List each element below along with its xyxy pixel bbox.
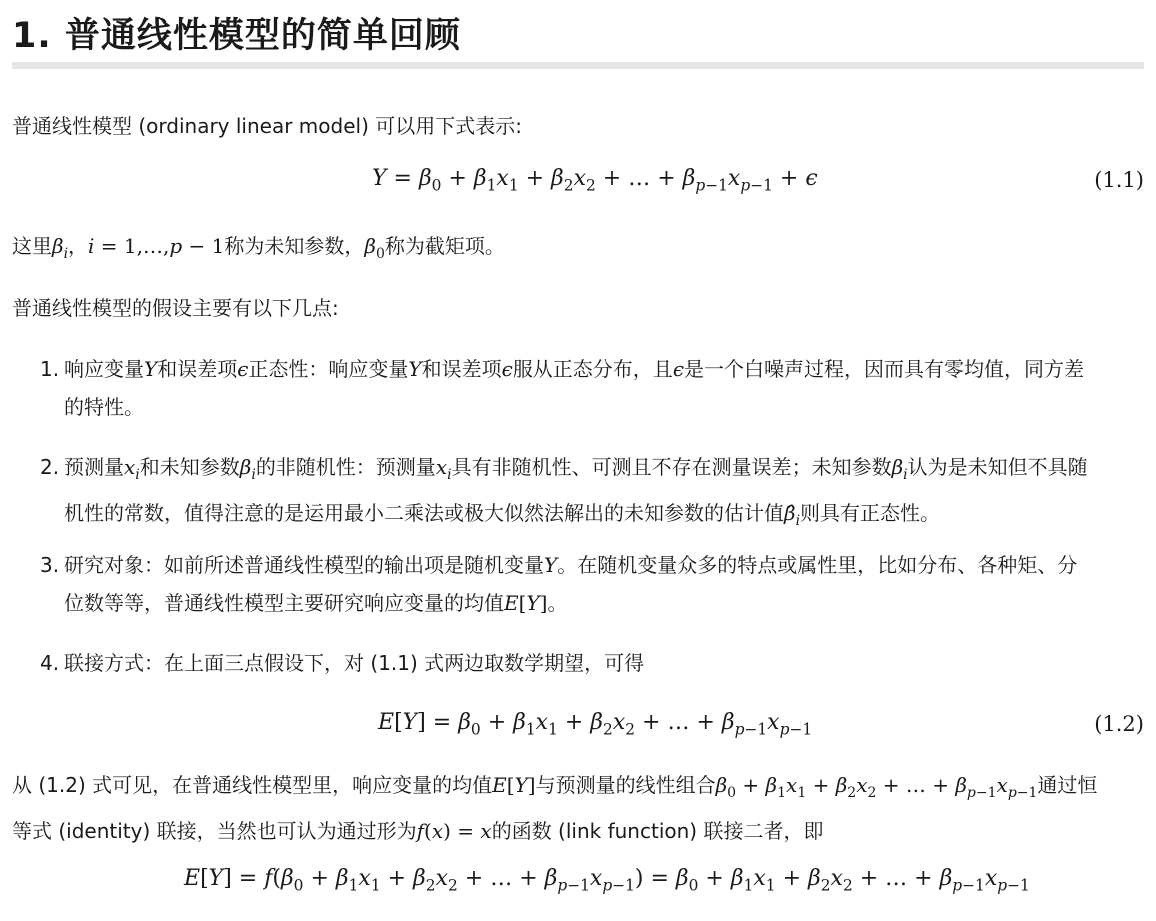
item-text: 正态性：响应变量 [248, 357, 409, 381]
item-text: 联接方式：在上面三点假设下，对 (1.1) 式两边取数学期望，可得 [64, 651, 645, 675]
assumptions-intro: 普通线性模型的假设主要有以下几点: [12, 296, 339, 320]
params-text-pre: 这里 [12, 234, 52, 258]
item-text: 响应变量 [64, 357, 144, 381]
item-text: 和误差项 [421, 357, 502, 381]
equation-number-1-1: (1.1) [1094, 168, 1144, 192]
heading-divider [12, 62, 1144, 69]
item-text: 。 [547, 591, 568, 615]
list-number: 4. [40, 651, 60, 675]
intro-paragraph: 普通线性模型 (ordinary linear model) 可以用下式表示: [12, 114, 522, 138]
item-text: 研究对象：如前所述普通线性模型的输出项是随机变量 [64, 553, 544, 577]
conclusion-text: 等式 (identity) 联接，当然也可认为通过形为 [12, 819, 417, 843]
conclusion-text: 的函数 (link function) 联接二者，即 [491, 819, 824, 843]
item-text: 。在随机变量众多的特点或属性里，比如分布、各种矩、分 [557, 553, 1078, 577]
item-text: 是一个白噪声过程，因而具有零均值，同方差 [684, 357, 1085, 381]
conclusion-text: 与预测量的线性组合 [535, 773, 716, 797]
item-text: 机性的常数，值得注意的是运用最小二乘法或极大似然法解出的未知参数的估计值 [64, 501, 784, 525]
equation-1-3: $E[Y] = f(\beta_0 + \beta_1x_1 + \beta_2x_2$ + … + $\beta_{p-1}x_{p-1}) = \beta_0 + \beta_1x_1 + \beta_2x_2$ + … + $\beta_{p-1}x_{p-1}$ [184, 866, 1030, 895]
item-text: 则具有正态性。 [800, 501, 941, 525]
item-text: 的特性。 [64, 395, 144, 419]
conclusion-text: 通过恒 [1037, 773, 1098, 797]
item-text: 服从正态分布，且 [512, 357, 673, 381]
item-text: 具有非随机性、可测且不存在测量误差；未知参数 [451, 455, 892, 479]
item-text: 和误差项 [157, 357, 238, 381]
equation-1-2: $E[Y] = \beta_0 + \beta_1x_1 + \beta_2x_2$ + … + $\beta_{p-1}x_{p-1}$ [378, 710, 813, 739]
section-heading: 1. 普通线性模型的简单回顾 [12, 16, 461, 56]
parameters-paragraph: 这里$\beta_i$，i = 1,…,p − 1称为未知参数，$\beta_0$称为截矩项。 [12, 234, 505, 262]
params-text-mid: 称为未知参数， [224, 234, 365, 258]
item-text: 位数等等，普通线性模型主要研究响应变量的均值 [64, 591, 504, 615]
conclusion-paragraph: 从 (1.2) 式可见，在普通线性模型里，响应变量的均值E[Y]与预测量的线性组合$\beta_0 + \beta_1x_1 + \beta_2x_2$ + … + $\beta_{p-1}x_{p-1}$通过恒 等式 (identity) 联接，当然也可认为通过形为f(x) = x的函数 (link function) 联接二者，即 [12, 773, 1098, 843]
list-number: 1. [40, 357, 60, 381]
equation-number-1-2: (1.2) [1094, 712, 1144, 736]
conclusion-text: 从 (1.2) 式可见，在普通线性模型里，响应变量的均值 [12, 773, 493, 797]
item-text: 认为是未知但不具随 [907, 455, 1088, 479]
item-text: 预测量 [64, 455, 124, 479]
item-text: 的非随机性：预测量 [255, 455, 436, 479]
list-number: 2. [40, 455, 60, 479]
item-text: 和未知参数 [139, 455, 240, 479]
list-number: 3. [40, 553, 60, 577]
params-text-end: 称为截矩项。 [384, 234, 505, 258]
equation-1-1: $Y = \beta_0 + \beta_1x_1 + \beta_2x_2$ + … + $\beta_{p-1}x_{p-1} + \epsilon$ [372, 166, 818, 195]
